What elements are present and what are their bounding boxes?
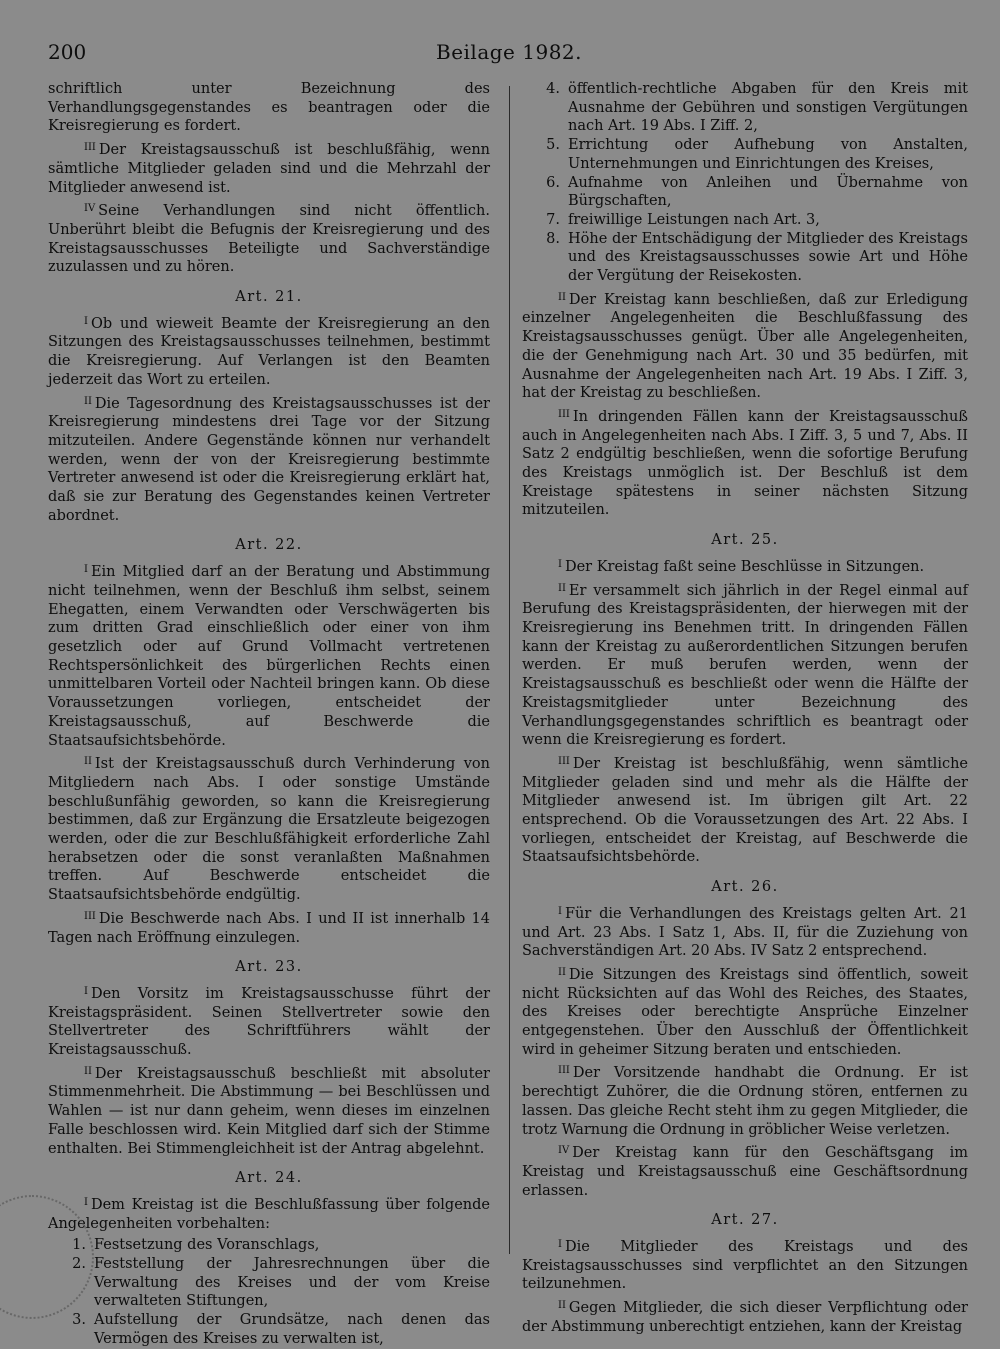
paragraph-text: Der Kreistagsausschuß ist beschlußfähig, wenn sämtliche Mitglieder geladen sind und die Mehrzahl der Mitglieder anwesend ist. [48, 142, 490, 196]
paragraph-number: II [84, 1065, 92, 1077]
list-item-number: 3. [72, 1312, 86, 1329]
article-heading: Art. 23. [235, 959, 303, 976]
paragraph [522, 556, 968, 577]
article-heading: Art. 22. [235, 537, 303, 554]
list-item [48, 1236, 490, 1255]
list-item-text: freiwillige Leistungen nach Art. 3, [568, 211, 820, 228]
paragraph-text: Dem Kreistag ist die Beschlußfassung über folgende Angelegenheiten vorbehalten: [48, 1196, 490, 1232]
paragraph-number: III [558, 408, 570, 420]
paragraph-number: I [84, 315, 88, 327]
paragraph-text: In dringenden Fällen kann der Kreistagsausschuß auch in Angelegenheiten nach Abs. I Ziff. 3, 5 und 7, Abs. II Satz 2 endgültig beschließen, wenn die sofortige Berufung des Kreistags unmöglich ist. Der Beschluß ist dem Kreistage spätestens in seiner nächsten Sitzung mitzuteilen. [522, 408, 968, 519]
paragraph-text: Ein Mitglied darf an der Beratung und Abstimmung nicht teilnehmen, wenn der Beschluß ihm selbst, seinem Ehegatten, einem Verwandten oder Verschwägerten bis zum dritten Grad einschließlich oder einer von ihm gesetzlich oder auf Grund Vollmacht vertretenen Rechtspersönlichkeit des bürgerlichen Rechts einen unmittelbaren Vorteil oder Nachteil bringen kann. Ob diese Voraussetzungen vorliegen, entscheidet der Kreistagsausschuß, auf Beschwerde die Staatsaufsichtsbehörde. [48, 564, 490, 749]
list-item [48, 1311, 490, 1348]
paragraph-number: I [84, 564, 88, 576]
list-item-number: 1. [72, 1237, 86, 1254]
paragraph-text: Seine Verhandlungen sind nicht öffentlich. Unberührt bleibt die Befugnis der Kreisregierung und des Kreistagsausschusses Beteiligte und Sachverständige zuzulassen und zu hören. [48, 203, 490, 276]
left-column [48, 80, 490, 1347]
list-item [522, 211, 968, 230]
article-heading: Art. 25. [711, 532, 779, 549]
article-heading: Art. 27. [711, 1212, 779, 1229]
list-item-number: 4. [546, 81, 560, 97]
list-item-number: 2. [72, 1256, 86, 1273]
article-heading: Art. 24. [235, 1170, 303, 1187]
paragraph-text: Die Mitglieder des Kreistags und des Kreistagsausschusses sind verpflichtet an den Sitzungen teilzunehmen. [522, 1239, 968, 1293]
paragraph [48, 80, 490, 136]
paragraph-number: II [84, 756, 92, 768]
paragraph-text: Die Beschwerde nach Abs. I und II ist innerhalb 14 Tagen nach Eröffnung einzulegen. [48, 910, 490, 946]
paragraph [522, 753, 968, 867]
paragraph-text: Den Vorsitz im Kreistagsausschusse führt der Kreistagspräsident. Seinen Stellvertreter sowie den Stellvertreter des Schriftführers wählt der Kreistagsausschuß. [48, 985, 490, 1059]
list-item-text: Höhe der Entschädigung der Mitglieder des Kreistags und des Kreistagsausschusses sowie Art und Höhe der Vergütung der Reisekosten. [568, 230, 968, 285]
paragraph-text: Gegen Mitglieder, die sich dieser Verpflichtung oder der Abstimmung unberechtigt entziehen, kann der Kreistag [522, 1300, 968, 1335]
paragraph-number: III [84, 910, 96, 922]
paragraph-number: III [558, 1065, 570, 1077]
paragraph-number: II [558, 1300, 566, 1312]
paragraph-number: III [84, 142, 96, 154]
paragraph-text: Er versammelt sich jährlich in der Regel einmal auf Berufung des Kreistagspräsidenten, der hierwegen mit der Kreisregierung ins Benehmen tritt. In dringenden Fällen kann der Kreistag zu außerordentlichen Sitzungen berufen werden. Er muß berufen werden, wenn der Kreistagsausschuß es beschließt oder wenn die Hälfte der Kreistagsmitglieder unter Bezeichnung des Verhandlungsgegenstandes schriftlich es beantragt oder wenn die Kreisregierung es fordert. [522, 582, 968, 749]
right-column [522, 80, 968, 1335]
paragraph-number: II [84, 395, 92, 407]
paragraph [48, 908, 490, 947]
paragraph-number: I [558, 905, 562, 917]
paragraph-text: Der Kreistag ist beschlußfähig, wenn sämtliche Mitglieder geladen sind und mehr als die Hälfte der Mitglieder anwesend ist. Im übrigen gilt Art. 22 entsprechend. Ob die Voraussetzungen des Art. 22 Abs. I vorliegen, entscheidet der Kreistag, auf Beschwerde die Staatsaufsichtsbehörde. [522, 755, 968, 866]
paragraph-number: II [558, 582, 566, 594]
paragraph [522, 289, 968, 403]
paragraph-text: Ob und wieweit Beamte der Kreisregierung an den Sitzungen des Kreistagsausschusses teilnehmen, bestimmt die Kreisregierung. Auf Verlangen ist den Beamten jederzeit das Wort zu erteilen. [48, 315, 490, 388]
paragraph [522, 1236, 968, 1294]
list-item-number: 6. [546, 174, 560, 191]
paragraph [522, 964, 968, 1060]
list-item-text: öffentlich-rechtliche Abgaben für den Kreis mit Ausnahme der Gebühren und sonstigen Vergütungen nach Art. 19 Abs. I Ziff. 2, [568, 81, 968, 135]
paragraph [48, 393, 490, 526]
list-item-text: Errichtung oder Aufhebung von Anstalten, Unternehmungen und Einrichtungen des Kreises, [568, 137, 968, 172]
paragraph-text: Der Kreistag faßt seine Beschlüsse in Sitzungen. [564, 558, 925, 575]
paragraph [48, 139, 490, 197]
paragraph [522, 1142, 968, 1200]
list-item [522, 136, 968, 173]
paragraph-number: I [84, 985, 88, 997]
paragraph-text: Die Tagesordnung des Kreistagsausschusses ist der Kreisregierung mindestens drei Tage vor der Sitzung mitzuteilen. Andere Gegenstände können nur verhandelt werden, wenn der von der Kreisregierung bestimmte Vertreter anwesend ist oder die Kreisregierung erklärt hat, daß sie zur Beratung des Gegenstandes keinen Vertreter abordnet. [48, 395, 490, 524]
list-item [522, 230, 968, 286]
paragraph-text: Die Sitzungen des Kreistags sind öffentlich, soweit nicht Rücksichten auf das Wohl des Reiches, des Staates, des Kreises oder berechtigte Ansprüche Einzelner entgegenstehen. Über den Ausschluß der Öffentlichkeit wird in geheimer Sitzung beraten und entschieden. [522, 966, 968, 1058]
list-item-text: Aufnahme von Anleihen und Übernahme von Bürgschaften, [568, 174, 968, 210]
paragraph [48, 983, 490, 1060]
paragraph-text: Der Vorsitzende handhabt die Ordnung. Er ist berechtigt Zuhörer, die die Ordnung stören, entfernen zu lassen. Das gleiche Recht steht ihm zu gegen Mitglieder, die trotz Warnung die Ordnung in gröblicher Weise verletzen. [522, 1065, 968, 1138]
paragraph-number: IV [558, 1145, 570, 1157]
list-item-number: 7. [546, 211, 560, 228]
paragraph-number: II [558, 291, 566, 303]
page-header [48, 40, 968, 68]
list-item-text: Aufstellung der Grundsätze, nach denen das Vermögen des Kreises zu verwalten ist, [94, 1312, 490, 1347]
list-item-number: 8. [546, 230, 560, 247]
paragraph-text: Für die Verhandlungen des Kreistags gelten Art. 21 und Art. 23 Abs. I Satz 1, Abs. II, für die Zuziehung von Sachverständigen Art. 20 Abs. IV Satz 2 entsprechend. [522, 905, 968, 960]
paragraph [522, 580, 968, 750]
paragraph [522, 903, 968, 961]
list-item-text: Feststellung der Jahresrechnungen über die Verwaltung des Kreises und der vom Kreise verwalteten Stiftungen, [94, 1256, 490, 1310]
paragraph [48, 753, 490, 905]
paragraph [48, 561, 490, 750]
paragraph-text: Der Kreistag kann beschließen, daß zur Erledigung einzelner Angelegenheiten die Beschlußfassung des Kreistagsausschusses genügt. Über alle Angelegenheiten, die der Genehmigung nach Art. 30 und 35 bedürfen, mit Ausnahme der Angelegenheiten nach Art. 19 Abs. I Ziff. 3, hat der Kreistag zu beschließen. [522, 291, 968, 402]
list-item-number: 5. [546, 137, 560, 154]
page-head-title: Beilage 1982. [436, 40, 583, 64]
paragraph [522, 1062, 968, 1139]
paragraph [522, 406, 968, 520]
paragraph-text: Der Kreistag kann für den Geschäftsgang im Kreistag und Kreistagsausschuß eine Geschäftsordnung erlassen. [522, 1145, 968, 1199]
paragraph [48, 200, 490, 277]
list-item [522, 80, 968, 136]
paragraph [48, 313, 490, 390]
paragraph-text: Der Kreistagsausschuß beschließt mit absoluter Stimmenmehrheit. Die Abstimmung — bei Beschlüssen und Wahlen — ist nur dann geheim, wenn dieses im einzelnen Falle beschlossen wird. Kein Mitglied darf sich der Stimme enthalten. Bei Stimmengleichheit ist der Antrag abgelehnt. [48, 1065, 490, 1157]
paragraph-number: I [558, 1239, 562, 1251]
paragraph-number: III [558, 755, 570, 767]
paragraph [48, 1063, 490, 1159]
article-heading: Art. 21. [235, 289, 303, 306]
paragraph-text: schriftlich unter Bezeichnung des Verhandlungsgegenstandes es beantragen oder die Kreisregierung es fordert. [48, 81, 490, 135]
paragraph-number: II [558, 966, 566, 978]
list-item-text: Festsetzung des Voranschlags, [94, 1237, 320, 1254]
column-divider [509, 86, 510, 1254]
paragraph [522, 1297, 968, 1336]
list-item [522, 174, 968, 211]
paragraph [48, 1194, 490, 1233]
enumerated-list [522, 80, 968, 286]
list-item [48, 1255, 490, 1311]
paragraph-number: I [84, 1196, 88, 1208]
page-number: 200 [48, 40, 87, 64]
paragraph-number: IV [84, 203, 96, 215]
article-heading: Art. 26. [711, 879, 779, 896]
paragraph-number: I [558, 558, 562, 570]
paragraph-text: Ist der Kreistagsausschuß durch Verhinderung von Mitgliedern nach Abs. I oder sonstige Umstände beschlußunfähig geworden, so kann die Kreisregierung bestimmen, daß zur Ergänzung die Ersatzleute beigezogen werden, oder die zur Beschlußfähigkeit erforderliche Zahl herabsetzen oder die sonst veranlaßten Maßnahmen treffen. Auf Beschwerde entscheidet die Staatsaufsichtsbehörde endgültig. [48, 756, 490, 904]
